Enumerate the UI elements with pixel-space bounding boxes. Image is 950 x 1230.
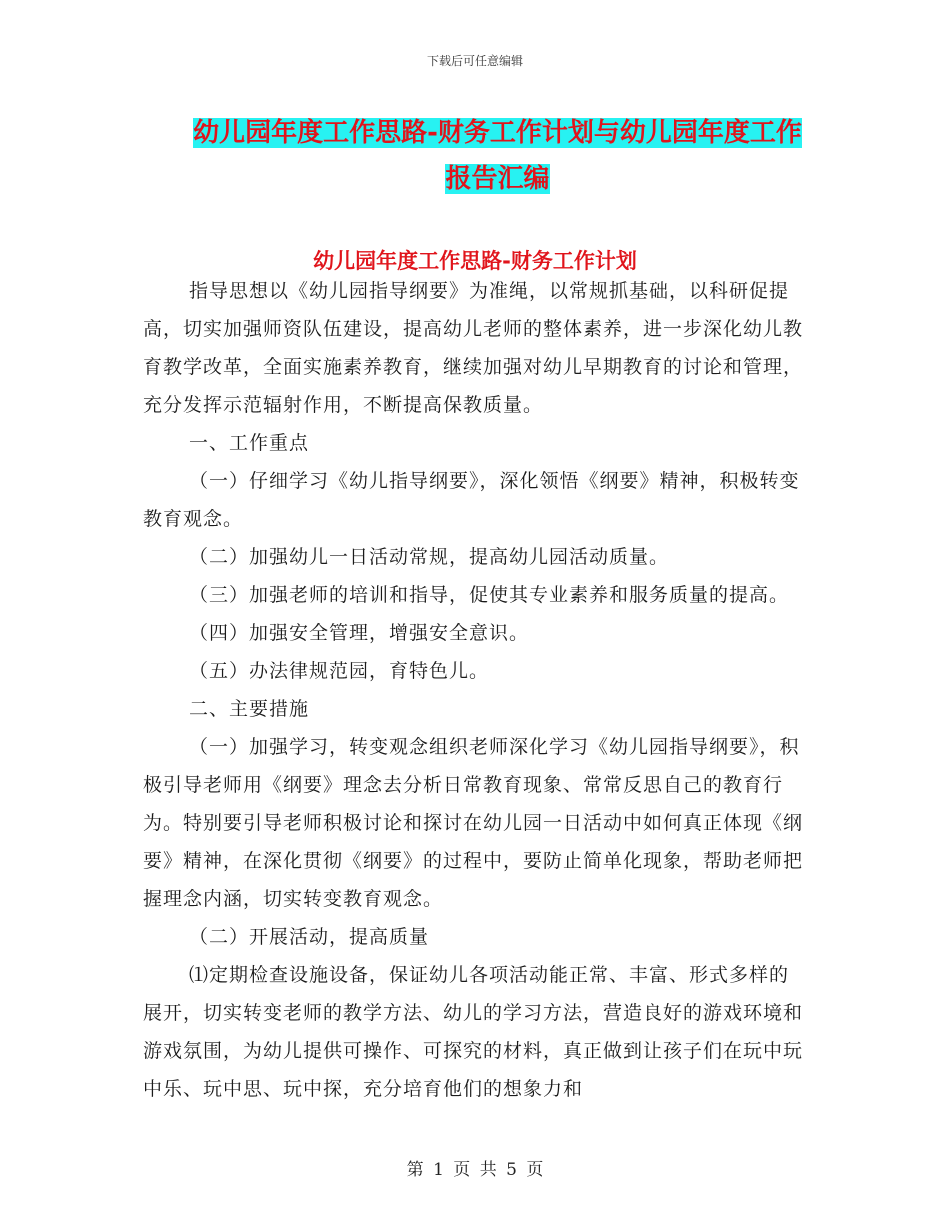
paragraph: ⑴定期检查设施设备，保证幼儿各项活动能正常、丰富、形式多样的展开，切实转变老师的教学方法、幼儿的学习方法，营造良好的游戏环境和游戏氛围，为幼儿提供可操作、可探究的材料，真正做到让孩子们在玩中玩中乐、玩中思、玩中探，充分培育他们的想象力和 xyxy=(143,964,804,1100)
paragraph: （五）办法律规范园，育特色儿。 xyxy=(189,660,490,682)
page-footer: 第 1 页 共 5 页 xyxy=(406,1160,544,1180)
paragraph: （二）开展活动，提高质量 xyxy=(189,926,430,948)
header-note: 下载后可任意编辑 xyxy=(426,54,523,68)
body-text xyxy=(143,272,803,1108)
paragraph: 指导思想以《幼儿园指导纲要》为准绳，以常规抓基础，以科研促提高，切实加强师资队伍建设，提高幼儿老师的整体素养，进一步深化幼儿教育教学改革，全面实施素养教育，继续加强对幼儿早期教育的讨论和管理，充分发挥示范辐射作用，不断提高保教质量。 xyxy=(143,280,804,416)
paragraph: （三）加强老师的培训和指导，促使其专业素养和服务质量的提高。 xyxy=(189,584,790,606)
paragraph: 二、主要措施 xyxy=(189,698,310,720)
paragraph: 一、工作重点 xyxy=(189,432,310,454)
section-title: 幼儿园年度工作思路-财务工作计划 xyxy=(313,249,637,273)
paragraph: （二）加强幼儿一日活动常规，提高幼儿园活动质量。 xyxy=(189,546,670,568)
paragraph: （一）加强学习，转变观念组织老师深化学习《幼儿园指导纲要》，积极引导老师用《纲要》理念去分析日常教育现象、常常反思自己的教育行为。特别要引导老师积极讨论和探讨在幼儿园一日活动中如何真正体现《纲要》精神，在深化贯彻《纲要》的过程中，要防止简单化现象，帮助老师把握理念内涵，切实转变教育观念。 xyxy=(143,736,804,910)
document-title xyxy=(185,110,810,202)
paragraph: （一）仔细学习《幼儿指导纲要》，深化领悟《纲要》精神，积极转变教育观念。 xyxy=(143,470,800,530)
paragraph: （四）加强安全管理，增强安全意识。 xyxy=(189,622,530,644)
document-title-text: 幼儿园年度工作思路-财务工作计划与幼儿园年度工作报告汇编 xyxy=(193,118,802,194)
